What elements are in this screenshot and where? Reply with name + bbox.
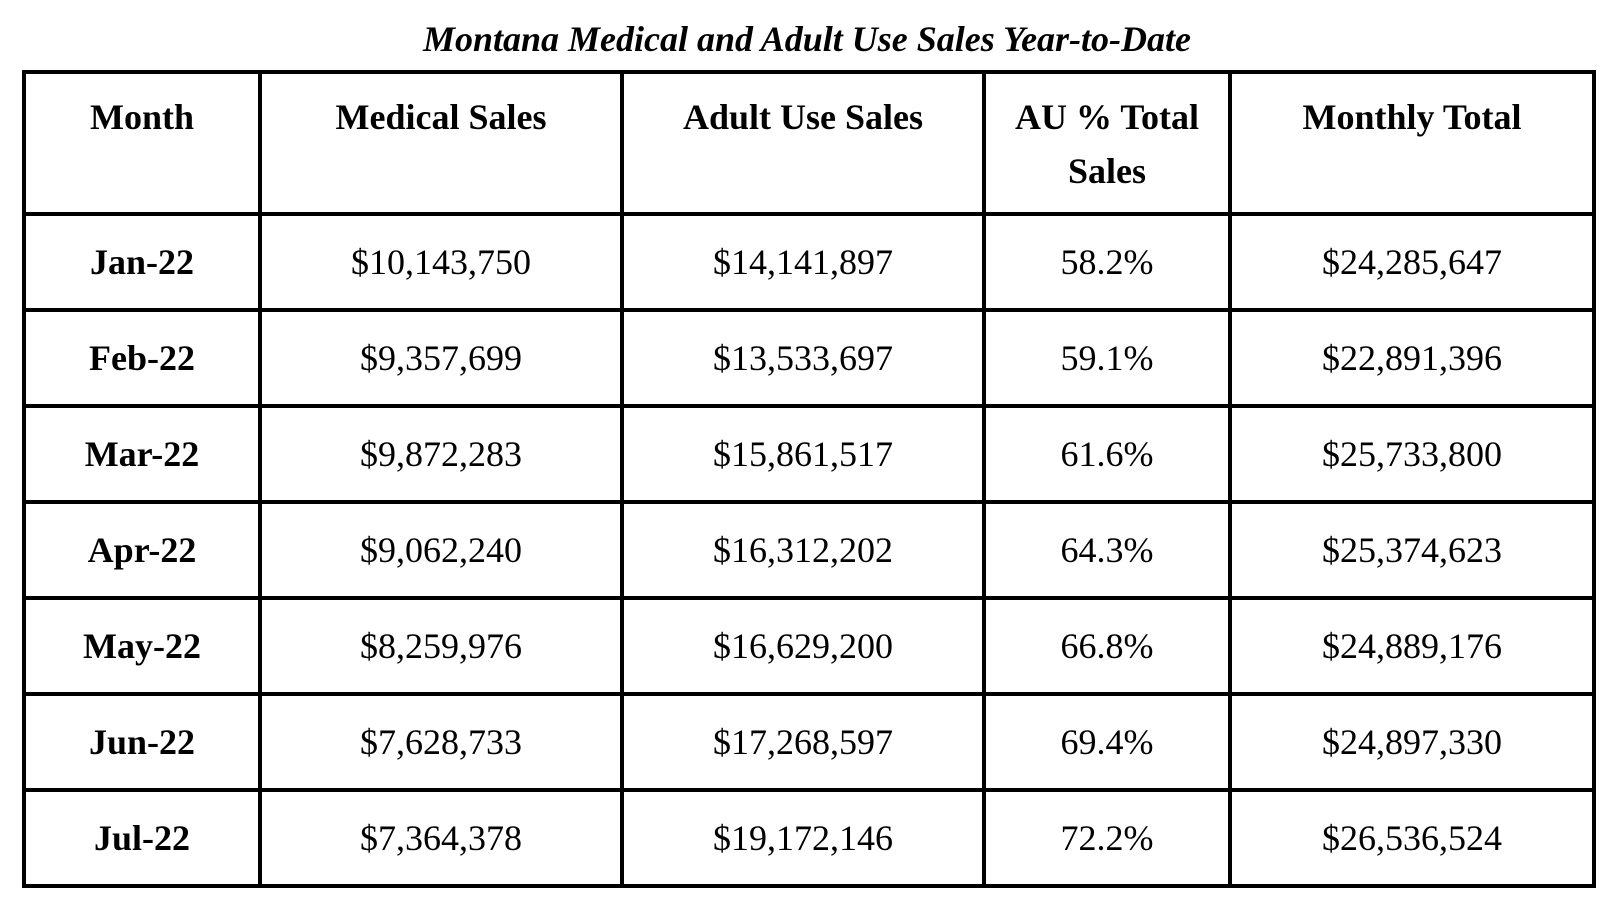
month-cell: May-22 bbox=[24, 598, 260, 694]
au-percent-cell: 72.2% bbox=[984, 790, 1230, 886]
au-percent-cell: 66.8% bbox=[984, 598, 1230, 694]
adult-use-sales-cell: $14,141,897 bbox=[622, 214, 984, 310]
monthly-total-cell: $24,889,176 bbox=[1230, 598, 1594, 694]
table-row bbox=[24, 598, 1594, 694]
month-cell: Jul-22 bbox=[24, 790, 260, 886]
table-title: Montana Medical and Adult Use Sales Year-to-Date bbox=[422, 19, 1192, 59]
medical-sales-cell: $8,259,976 bbox=[260, 598, 622, 694]
medical-sales-cell: $9,357,699 bbox=[260, 310, 622, 406]
header-row bbox=[24, 72, 1594, 214]
header-medical-sales: Medical Sales bbox=[260, 72, 622, 214]
monthly-total-cell: $25,374,623 bbox=[1230, 502, 1594, 598]
table-row bbox=[24, 214, 1594, 310]
table-row bbox=[24, 502, 1594, 598]
adult-use-sales-cell: $19,172,146 bbox=[622, 790, 984, 886]
au-percent-cell: 64.3% bbox=[984, 502, 1230, 598]
medical-sales-cell: $10,143,750 bbox=[260, 214, 622, 310]
sales-table bbox=[22, 70, 1596, 888]
adult-use-sales-cell: $16,629,200 bbox=[622, 598, 984, 694]
au-percent-cell: 61.6% bbox=[984, 406, 1230, 502]
header-au-percent-total-sales: AU % Total Sales bbox=[984, 72, 1230, 214]
monthly-total-cell: $24,897,330 bbox=[1230, 694, 1594, 790]
medical-sales-cell: $7,364,378 bbox=[260, 790, 622, 886]
monthly-total-cell: $22,891,396 bbox=[1230, 310, 1594, 406]
adult-use-sales-cell: $16,312,202 bbox=[622, 502, 984, 598]
adult-use-sales-cell: $17,268,597 bbox=[622, 694, 984, 790]
monthly-total-cell: $25,733,800 bbox=[1230, 406, 1594, 502]
au-percent-cell: 59.1% bbox=[984, 310, 1230, 406]
month-cell: Apr-22 bbox=[24, 502, 260, 598]
table-row bbox=[24, 310, 1594, 406]
monthly-total-cell: $24,285,647 bbox=[1230, 214, 1594, 310]
table-row bbox=[24, 406, 1594, 502]
medical-sales-cell: $7,628,733 bbox=[260, 694, 622, 790]
adult-use-sales-cell: $15,861,517 bbox=[622, 406, 984, 502]
month-cell: Jun-22 bbox=[24, 694, 260, 790]
month-cell: Jan-22 bbox=[24, 214, 260, 310]
monthly-total-cell: $26,536,524 bbox=[1230, 790, 1594, 886]
medical-sales-cell: $9,872,283 bbox=[260, 406, 622, 502]
header-adult-use-sales: Adult Use Sales bbox=[622, 72, 984, 214]
table-row bbox=[24, 790, 1594, 886]
au-percent-cell: 69.4% bbox=[984, 694, 1230, 790]
month-cell: Feb-22 bbox=[24, 310, 260, 406]
header-monthly-total: Monthly Total bbox=[1230, 72, 1594, 214]
table-row bbox=[24, 694, 1594, 790]
header-month: Month bbox=[24, 72, 260, 214]
medical-sales-cell: $9,062,240 bbox=[260, 502, 622, 598]
adult-use-sales-cell: $13,533,697 bbox=[622, 310, 984, 406]
month-cell: Mar-22 bbox=[24, 406, 260, 502]
au-percent-cell: 58.2% bbox=[984, 214, 1230, 310]
